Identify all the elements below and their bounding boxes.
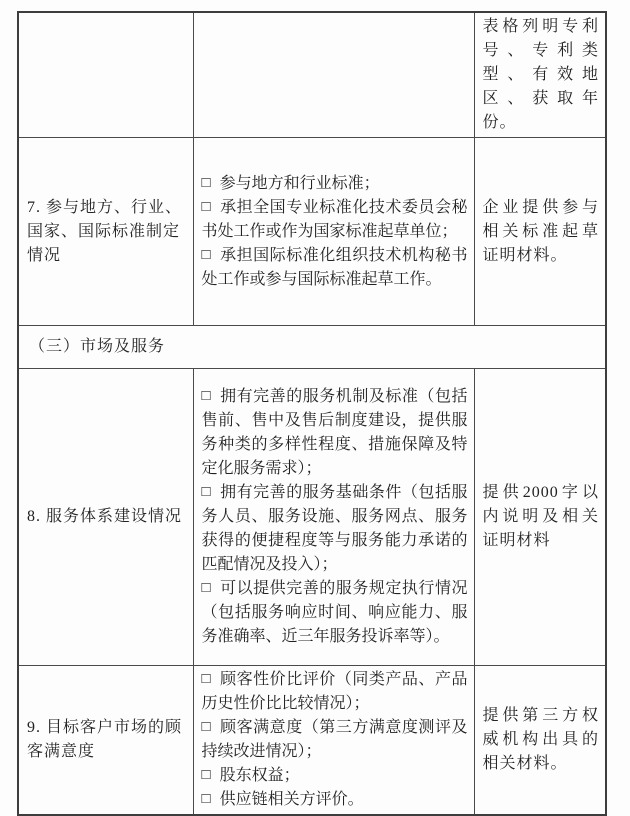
checklist-item-text: 顾客满意度（第三方满意度测评及持续改进情况）；: [201, 719, 468, 760]
checklist-item: [202, 172, 468, 196]
checklist-item: [202, 481, 468, 577]
checklist-cell: [193, 12, 474, 138]
checklist-item: [202, 196, 468, 244]
section-row: [18, 326, 606, 369]
checklist-item: [202, 716, 468, 764]
checklist-cell: [193, 666, 474, 816]
checklist-cell: [193, 369, 474, 666]
checklist-item-text: 顾客性价比评价（同类产品、产品历史性价比比较情况）；: [201, 671, 468, 712]
section-row-label: （三）市场及服务: [18, 326, 606, 369]
checkbox-icon[interactable]: □: [201, 791, 211, 807]
checklist-item-text: 供应链相关方评价。: [219, 791, 364, 808]
checkbox-icon[interactable]: □: [201, 174, 211, 191]
criterion-cell: 9. 目标客户市场的顾客满意度: [18, 666, 193, 816]
checklist-item: [202, 385, 468, 481]
checklist-item: [202, 244, 468, 292]
table-row: [18, 369, 606, 666]
checklist-item-text: 股东权益；: [219, 767, 300, 784]
checklist-cell: [193, 138, 474, 326]
checkbox-icon[interactable]: □: [201, 719, 211, 735]
checkbox-icon[interactable]: □: [201, 388, 211, 404]
evidence-cell: 提供2000字以内说明及相关证明材料: [474, 369, 606, 666]
table-row: [18, 12, 606, 138]
checklist-item: [202, 788, 468, 812]
evidence-cell: 提供第三方权威机构出具的相关材料。: [474, 666, 606, 816]
criterion-cell: 8. 服务体系建设情况: [18, 369, 193, 666]
checklist-item: [202, 764, 468, 788]
checklist-item-text: 承担全国专业标准化技术委员会秘书处工作或作为国家标准起草单位；: [201, 198, 468, 240]
checklist-item-text: 可以提供完善的服务规定执行情况（包括服务响应时间、响应能力、服务准确率、近三年服务投诉率等）。: [201, 580, 468, 645]
checklist-item-text: 拥有完善的服务基础条件（包括服务人员、服务设施、服务网点、服务获得的便捷程度等与服务能力承诺的匹配情况及投入）；: [201, 484, 468, 573]
checklist-item: [202, 577, 468, 649]
criterion-cell: 7. 参与地方、行业、国家、国际标准制定情况: [18, 138, 193, 326]
checklist-item: [202, 668, 468, 716]
checklist-item-text: 拥有完善的服务机制及标准（包括售前、售中及售后制度建设，提供服务种类的多样性程度、措施保障及特定化服务需求）；: [201, 388, 468, 477]
checklist-item-text: 参与地方和行业标准；: [219, 174, 380, 192]
checkbox-icon[interactable]: □: [201, 484, 211, 500]
table-row: [18, 666, 606, 816]
criterion-cell: [18, 12, 193, 138]
evidence-cell: 表格列明专利号、专利类型、有效地区、获取年份。: [474, 12, 606, 138]
checkbox-icon[interactable]: □: [201, 198, 211, 215]
table-row: [18, 138, 606, 326]
evaluation-criteria-table: [17, 11, 607, 816]
checkbox-icon[interactable]: □: [201, 246, 211, 263]
evidence-cell: 企业提供参与相关标准起草证明材料。: [474, 138, 606, 326]
checklist-item-text: 承担国际标准化组织技术机构秘书处工作或参与国际标准起草工作。: [201, 246, 468, 288]
checkbox-icon[interactable]: □: [201, 767, 211, 783]
checkbox-icon[interactable]: □: [201, 580, 211, 596]
checkbox-icon[interactable]: □: [201, 671, 211, 687]
